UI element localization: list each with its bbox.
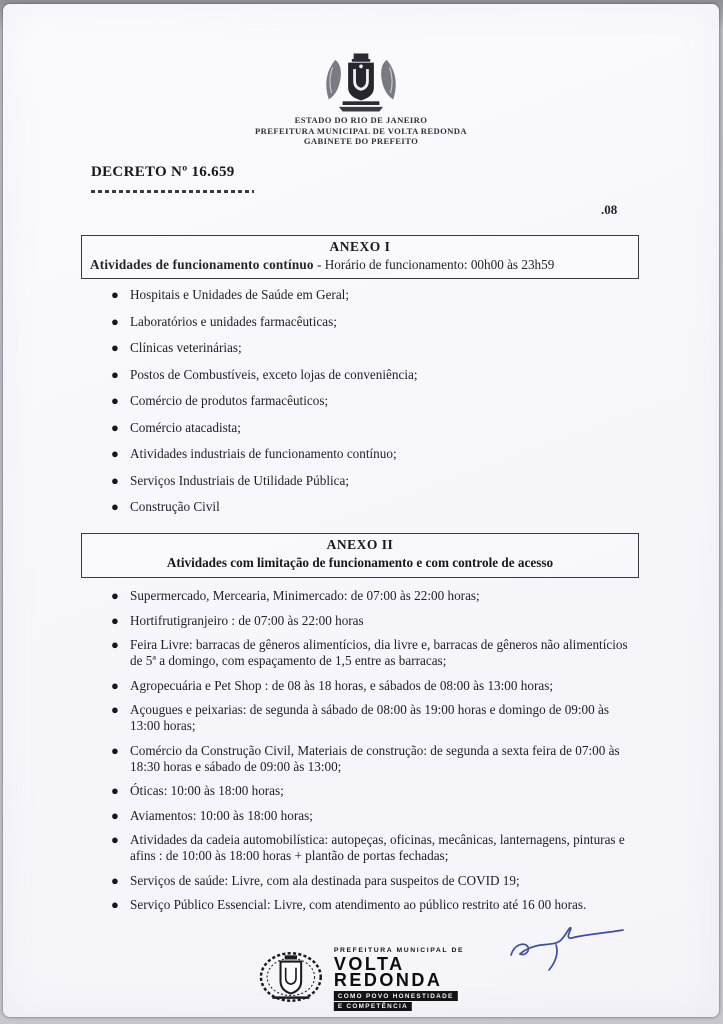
list-item	[99, 832, 631, 864]
footer-logo	[258, 946, 464, 1013]
list-item	[99, 393, 631, 409]
list-item	[99, 637, 631, 669]
list-item-text: Feira Livre: barracas de gêneros alimentícios, dia livre e, barracas de gêneros não alimentícios de 5ª a domingo, com espaçamento de 1,5 entre as barracas;	[130, 637, 628, 668]
document-page	[3, 4, 719, 1017]
letterhead-line-gabinete: GABINETE DO PREFEITO	[303, 136, 419, 146]
list-item-text: Serviços de saúde: Livre, com ala destinada para suspeitos de COVID 19;	[130, 872, 520, 888]
footer-logo-slogan	[334, 991, 464, 1011]
footer-slogan-line2: E COMPETÊNCIA	[334, 1002, 412, 1012]
list-item	[99, 808, 631, 824]
decree-number: DECRETO Nº 16.659	[91, 164, 235, 180]
list-item	[99, 678, 631, 694]
list-item	[99, 473, 631, 489]
anexo2-title: ANEXO II	[326, 537, 394, 552]
bullet-icon: ●	[111, 742, 119, 758]
bullet-icon: ●	[111, 677, 119, 693]
bullet-icon: ●	[111, 897, 119, 912]
footer-logo-text	[334, 947, 464, 1012]
list-item	[99, 340, 631, 356]
list-item	[99, 367, 631, 383]
list-item-text: Açougues e peixarias: de segunda à sábado de 08:00 às 19:00 horas e domingo de 09:00 às 13:00 horas;	[130, 702, 610, 733]
footer-slogan-line1: COMO POVO HONESTIDADE	[334, 991, 458, 1001]
anexo2-subtitle: Atividades com limitação de funcionamento e com controle de acesso	[166, 555, 554, 570]
signature-ink	[501, 914, 631, 979]
bullet-icon: ●	[111, 872, 119, 888]
footer-logo-prefix: PREFEITURA MUNICIPAL DE	[333, 947, 465, 954]
anexo2-header-box	[81, 533, 639, 578]
list-item-text: Construção Civil	[130, 499, 220, 514]
footer-logo-city-line2: REDONDA	[333, 970, 443, 990]
list-item-text: Hospitais e Unidades de Saúde em Geral;	[130, 287, 349, 302]
bullet-icon: ●	[111, 499, 119, 514]
list-item	[99, 743, 631, 775]
list-item-text: Aviamentos: 10:00 às 18:00 horas;	[130, 807, 313, 823]
list-item	[99, 314, 631, 330]
list-item-text: Atividades industriais de funcionamento contínuo;	[130, 446, 397, 461]
list-item-text: Comércio atacadista;	[130, 419, 241, 435]
list-item	[99, 613, 631, 629]
list-item-text: Serviço Público Essencial: Livre, com atendimento ao público restrito até 16 00 horas.	[130, 897, 587, 912]
list-item	[99, 420, 631, 436]
list-item-text: Comércio da Construção Civil, Materiais de construção: de segunda a sexta feira de 07:00 às 18:30 horas e sábado de 09:00 às 13:00;	[130, 742, 620, 774]
list-item	[99, 783, 631, 799]
bullet-icon: ●	[111, 419, 119, 435]
letterhead	[3, 115, 719, 147]
footer-coat-of-arms-icon	[258, 946, 324, 1013]
list-item	[99, 287, 631, 303]
list-item-text: Serviços Industriais de Utilidade Pública;	[130, 472, 350, 488]
bullet-icon: ●	[111, 783, 119, 798]
decree-underline	[91, 190, 254, 193]
anexo1-subtitle-bold: Atividades de funcionamento contínuo	[90, 257, 314, 272]
anexo1-list	[99, 287, 631, 526]
anexo1-title: ANEXO I	[329, 239, 391, 254]
page-number: .08	[601, 202, 618, 217]
letterhead-line-estado: ESTADO DO RIO DE JANEIRO	[294, 115, 428, 125]
bullet-icon: ●	[111, 340, 119, 355]
list-item-text: Laboratórios e unidades farmacêuticas;	[130, 313, 337, 329]
list-item	[99, 446, 631, 462]
list-item	[99, 702, 631, 734]
list-item	[99, 873, 631, 889]
bullet-icon: ●	[111, 446, 119, 461]
bullet-icon: ●	[111, 637, 119, 652]
coat-of-arms-icon	[315, 48, 407, 121]
list-item	[99, 897, 631, 913]
list-item	[99, 588, 631, 604]
list-item-text: Supermercado, Mercearia, Minimercado: de 07:00 às 22:00 horas;	[130, 588, 480, 603]
list-item-text: Atividades da cadeia automobilística: autopeças, oficinas, mecânicas, lanternagens, pinturas e afins : de 10:00 às 18:00 horas + plantão de portas fechadas;	[130, 832, 625, 863]
bullet-icon: ●	[111, 588, 119, 603]
list-item-text: Hortifrutigranjeiro : de 07:00 às 22:00 horas	[130, 612, 364, 628]
list-item-text: Postos de Combustíveis, exceto lojas de conveniência;	[130, 366, 418, 382]
bullet-icon: ●	[111, 612, 119, 628]
bullet-icon: ●	[111, 807, 119, 823]
anexo1-subtitle	[82, 255, 638, 278]
bullet-icon: ●	[111, 366, 119, 382]
bullet-icon: ●	[111, 393, 119, 408]
anexo1-subtitle-rest: - Horário de funcionamento: 00h00 às 23h59	[313, 257, 555, 272]
footer-logo-city-line1: VOLTA	[333, 954, 405, 974]
list-item	[99, 499, 631, 515]
anexo1-header-box	[81, 235, 639, 279]
list-item-text: Clínicas veterinárias;	[130, 340, 242, 355]
list-item-text: Óticas: 10:00 às 18:00 horas;	[130, 783, 284, 798]
bullet-icon: ●	[111, 832, 119, 847]
list-item-text: Agropecuária e Pet Shop : de 08 às 18 horas, e sábados de 08:00 às 13:00 horas;	[130, 677, 554, 693]
letterhead-line-prefeitura: PREFEITURA MUNICIPAL DE VOLTA REDONDA	[255, 125, 467, 136]
bullet-icon: ●	[111, 287, 119, 302]
list-item-text: Comércio de produtos farmacêuticos;	[130, 393, 329, 408]
bullet-icon: ●	[111, 702, 119, 717]
anexo2-list	[99, 588, 631, 922]
bullet-icon: ●	[111, 313, 119, 329]
bullet-icon: ●	[111, 472, 119, 488]
